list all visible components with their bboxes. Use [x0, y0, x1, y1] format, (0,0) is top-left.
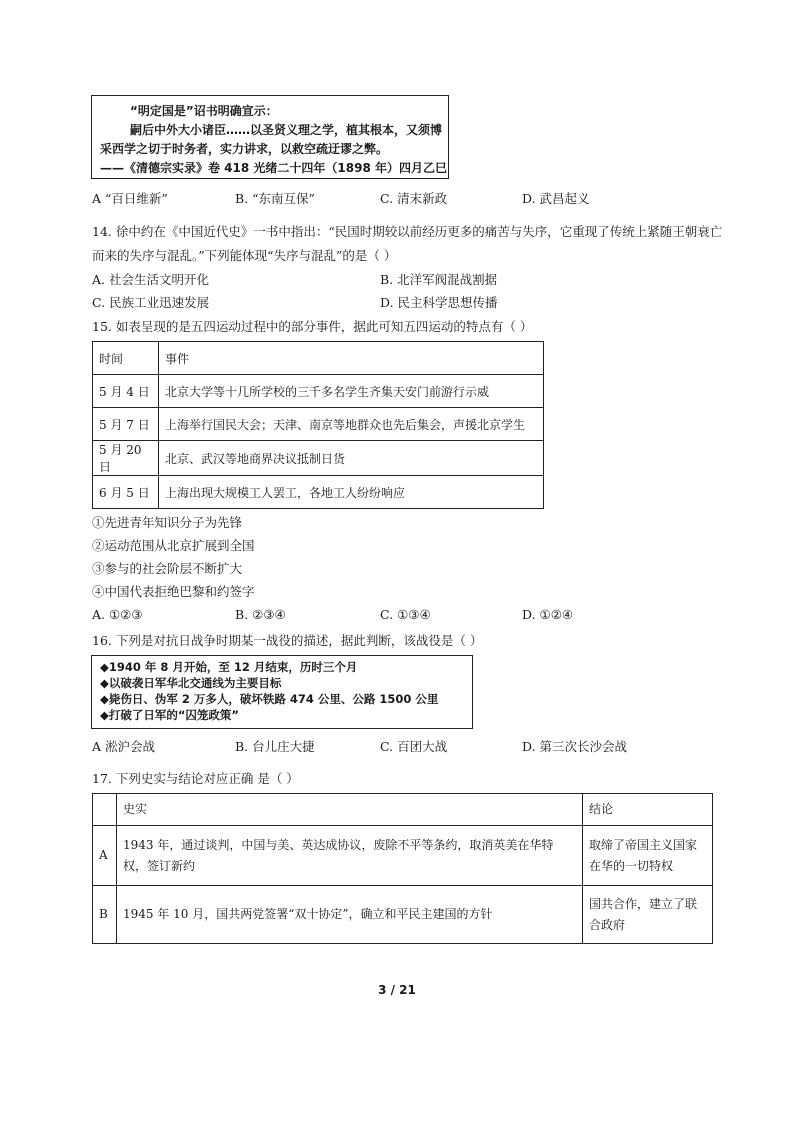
q13-option-b[interactable]: B. “东南互保”	[235, 191, 315, 206]
table-header-cell: 时间	[93, 342, 159, 375]
row-label: A	[93, 826, 117, 886]
table-cell-event: 上海出现大规模工人罢工，各地工人纷纷响应	[159, 476, 544, 509]
quote-line: 采西学之切于时务者，实力讲求，以救空疏迂谬之弊。	[100, 142, 389, 156]
q16-option-a[interactable]: A 淞沪会战	[92, 739, 156, 754]
conclusion-line: 国共合作，建立了联	[589, 896, 698, 911]
row-label: B	[93, 886, 117, 944]
q16-description-box	[91, 655, 473, 729]
conclusion-line: 在华的一切特权	[589, 858, 674, 873]
q13-option-a[interactable]: A “百日维新”	[92, 191, 168, 206]
q14-option-a[interactable]: A. 社会生活文明开化	[92, 272, 209, 287]
table-row	[93, 886, 713, 944]
table-cell-fact	[117, 886, 583, 944]
table-row	[93, 441, 544, 476]
table-row	[93, 826, 713, 886]
table-header-row	[93, 794, 713, 826]
table-cell-date: 5 月 20 日	[93, 441, 159, 476]
q14-stem: 而来的失序与混乱。”下列能体现“失序与混乱”的是（ ）	[92, 248, 397, 263]
table-header-cell: 结论	[583, 794, 713, 826]
q15-statement: ③参与的社会阶层不断扩大	[92, 561, 243, 576]
table-header-row	[93, 342, 544, 375]
q17-table	[92, 793, 713, 944]
q14-option-d[interactable]: D. 民主科学思想传播	[380, 295, 498, 310]
quote-line: “明定国是”诏书明确宣示：	[130, 104, 278, 118]
q13-option-d[interactable]: D. 武昌起义	[522, 191, 590, 206]
q15-option-d[interactable]: D. ①②④	[522, 607, 574, 622]
q13-option-c[interactable]: C. 清末新政	[380, 191, 448, 206]
q15-statement: ①先进青年知识分子为先锋	[92, 515, 243, 530]
table-cell-fact	[117, 826, 583, 886]
table-header-cell: 史实	[117, 794, 583, 826]
q14-stem: 14. 徐中约在《中国近代史》一书中指出：“民国时期较以前经历更多的痛苦与失序，它重现了传统上紧随王朝衰亡	[92, 224, 723, 239]
table-cell-event: 北京、武汉等地商界决议抵制日货	[159, 441, 544, 476]
description-line: ◆以破袭日军华北交通线为主要目标	[100, 676, 282, 690]
quote-line: 嗣后中外大小诸臣……以圣贤义理之学，植其根本，又须博	[130, 123, 443, 137]
table-cell-conclusion	[583, 826, 713, 886]
table-cell-event: 上海举行国民大会；天津、南京等地群众也先后集会，声援北京学生	[159, 408, 544, 441]
table-cell-date: 5 月 7 日	[93, 408, 159, 441]
q17-stem: 17. 下列史实与结论对应正确 是（ ）	[92, 771, 299, 786]
description-line: ◆1940 年 8 月开始，至 12 月结束，历时三个月	[100, 660, 358, 674]
table-cell-conclusion	[583, 886, 713, 944]
q15-statement: ④中国代表拒绝巴黎和约签字	[92, 584, 255, 599]
table-row	[93, 476, 544, 509]
q15-stem: 15. 如表呈现的是五四运动过程中的部分事件，据此可知五四运动的特点有（ ）	[92, 319, 533, 334]
q16-option-b[interactable]: B. 台儿庄大捷	[235, 739, 315, 754]
q14-option-b[interactable]: B. 北洋军阀混战割据	[380, 272, 498, 287]
fact-line: 1945 年 10 月，国共两党签署“双十协定”，确立和平民主建国的方针	[123, 907, 493, 921]
table-row	[93, 408, 544, 441]
q15-table	[92, 341, 544, 509]
q16-option-c[interactable]: C. 百团大战	[380, 739, 448, 754]
page-number: 3 / 21	[378, 983, 416, 997]
conclusion-line: 取缔了帝国主义国家	[589, 837, 698, 852]
quote-box	[91, 95, 449, 179]
table-header-cell	[93, 794, 117, 826]
q15-statement: ②运动范围从北京扩展到全国	[92, 538, 255, 553]
q15-option-b[interactable]: B. ②③④	[235, 607, 286, 622]
q15-option-a[interactable]: A. ①②③	[92, 607, 143, 622]
q16-option-d[interactable]: D. 第三次长沙会战	[522, 739, 628, 754]
quote-source: ——《清德宗实录》卷 418 光绪二十四年（1898 年）四月乙巳	[100, 161, 447, 175]
table-cell-date: 5 月 4 日	[93, 375, 159, 408]
q15-option-c[interactable]: C. ①③④	[380, 607, 431, 622]
q16-stem: 16. 下列是对抗日战争时期某一战役的描述，据此判断，该战役是（ ）	[92, 633, 483, 648]
q14-option-c[interactable]: C. 民族工业迅速发展	[92, 295, 210, 310]
table-cell-event: 北京大学等十几所学校的三千多名学生齐集天安门前游行示威	[159, 375, 544, 408]
description-line: ◆毙伤日、伪军 2 万多人，破坏铁路 474 公里、公路 1500 公里	[100, 692, 439, 706]
table-header-cell: 事件	[159, 342, 544, 375]
table-cell-date: 6 月 5 日	[93, 476, 159, 509]
conclusion-line: 合政府	[589, 917, 626, 932]
description-line: ◆打破了日军的“囚笼政策”	[100, 708, 239, 722]
table-row	[93, 375, 544, 408]
fact-line: 1943 年，通过谈判，中国与美、英达成协议，废除不平等条约，取消英美在华特	[123, 837, 554, 852]
fact-line: 权，签订新约	[123, 858, 196, 873]
